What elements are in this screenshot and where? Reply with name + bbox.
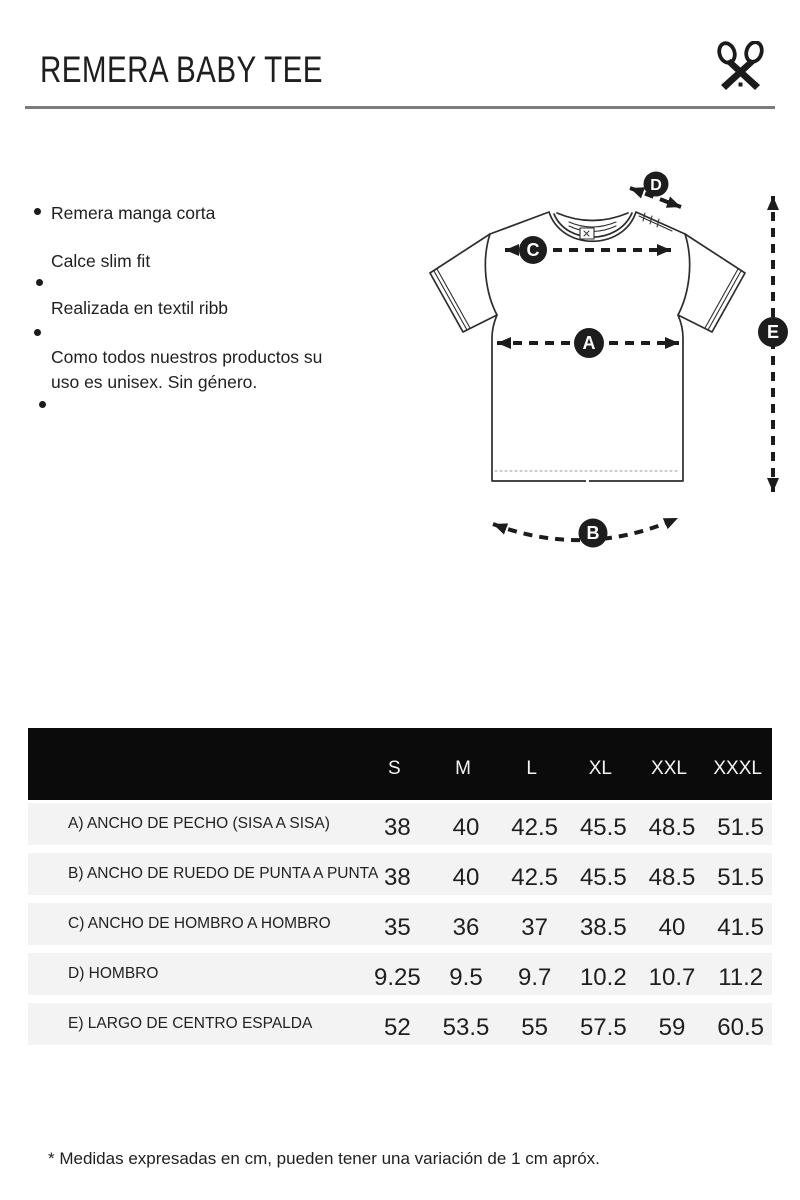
cell-value: 36	[452, 913, 480, 941]
cell-value: 45.5	[579, 863, 627, 891]
feature-item: Remera manga corta	[51, 203, 216, 223]
cell-value: 40	[452, 813, 480, 841]
cell-value: 38	[383, 813, 411, 841]
row-label: B) ANCHO DE RUEDO DE PUNTA A PUNTA	[68, 865, 379, 882]
size-column-l: L	[526, 758, 537, 779]
row-label: E) LARGO DE CENTRO ESPALDA	[68, 1015, 313, 1032]
cell-value: 9.7	[517, 963, 552, 991]
size-column-xl: XL	[588, 758, 612, 779]
label-a-text: A	[582, 333, 596, 353]
cell-value: 48.5	[648, 863, 696, 891]
cell-value: 42.5	[511, 863, 559, 891]
cell-value: 10.7	[648, 963, 696, 991]
cell-value: 59	[658, 1013, 686, 1041]
size-column-m: M	[455, 758, 471, 779]
row-label: C) ANCHO DE HOMBRO A HOMBRO	[68, 915, 331, 932]
feature-item: Realizada en textil ribb	[51, 298, 229, 318]
cell-value: 37	[521, 913, 548, 941]
cell-value: 45.5	[579, 813, 627, 841]
cell-value: 51.5	[717, 863, 765, 891]
cell-value: 51.5	[717, 813, 765, 841]
cell-value: 48.5	[648, 813, 696, 841]
cell-value: 55	[521, 1013, 548, 1041]
cell-value: 38	[383, 863, 411, 891]
label-c-text: C	[526, 240, 540, 260]
table-row	[28, 803, 772, 845]
cell-value: 9.25	[373, 963, 421, 991]
cell-value: 53.5	[442, 1013, 490, 1041]
cell-value: 57.5	[579, 1013, 627, 1041]
table-row	[28, 953, 772, 995]
cell-value: 11.2	[718, 963, 764, 991]
bullet-icon	[39, 401, 46, 408]
scissors-icon	[711, 41, 769, 93]
cell-value: 10.2	[579, 963, 627, 991]
cell-value: 9.5	[449, 963, 483, 991]
cell-value: 40	[452, 863, 480, 891]
size-column-xxl: XXL	[651, 758, 687, 779]
cell-value: 35	[383, 913, 411, 941]
row-label: A) ANCHO DE PECHO (SISA A SISA)	[68, 815, 330, 832]
units-footnote: * Medidas expresadas en cm, pueden tener una variación de 1 cm apróx.	[48, 1149, 600, 1168]
row-label: D) HOMBRO	[68, 965, 159, 982]
cell-value: 38.5	[579, 913, 627, 941]
bullet-icon	[36, 279, 43, 286]
size-table-header	[28, 728, 772, 800]
cell-value: 52	[383, 1013, 411, 1041]
cell-value: 42.5	[511, 813, 559, 841]
label-d-text: D	[650, 177, 662, 194]
cell-value: 60.5	[717, 1013, 765, 1041]
table-row	[28, 853, 772, 895]
table-row	[28, 1003, 772, 1045]
bullet-icon	[34, 329, 41, 336]
title-divider	[25, 106, 775, 109]
bullet-icon	[34, 208, 41, 215]
label-e-text: E	[766, 322, 780, 342]
tshirt-measurement-diagram	[400, 150, 800, 570]
feature-item: Como todos nuestros productos su uso es unisex. Sin género.	[51, 347, 323, 392]
page-title: REMERA BABY TEE	[40, 49, 323, 90]
size-column-xxxl: XXXL	[713, 758, 762, 779]
cell-value: 40	[658, 913, 686, 941]
size-column-s: S	[387, 758, 401, 779]
table-row	[28, 903, 772, 945]
label-b-text: B	[586, 523, 600, 543]
feature-item: Calce slim fit	[51, 251, 151, 271]
cell-value: 41.5	[717, 913, 765, 941]
